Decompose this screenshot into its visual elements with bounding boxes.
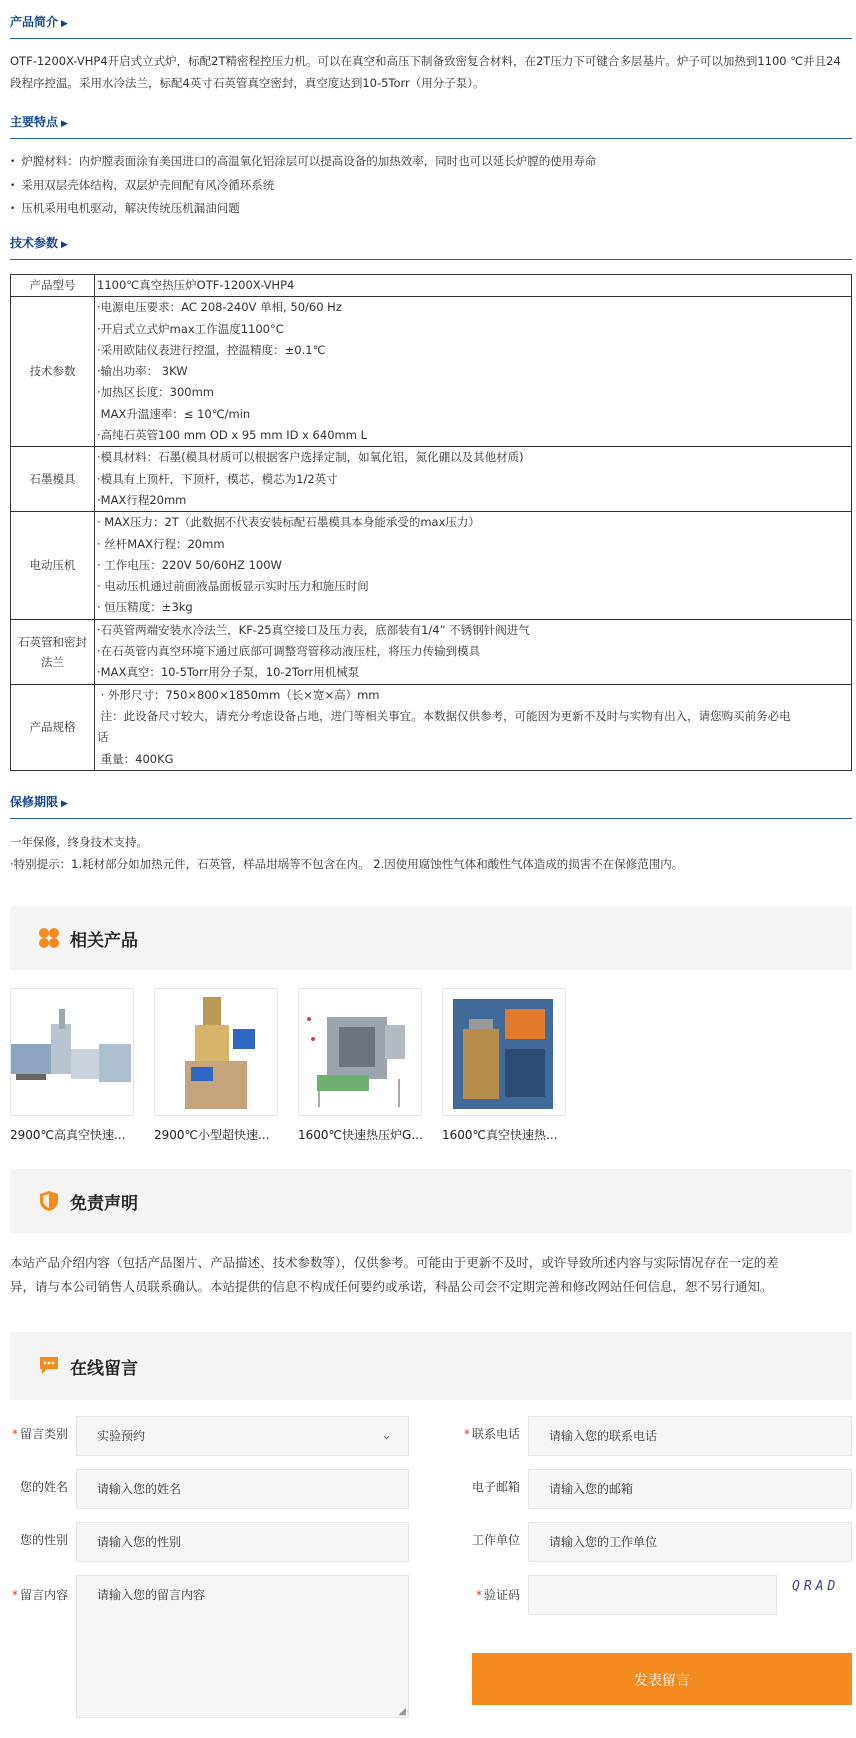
- label-category: * 留言类别: [11, 1427, 68, 1441]
- captcha-image[interactable]: QRAD: [792, 1579, 840, 1594]
- feature-list: [10, 151, 596, 222]
- section-title-disclaimer: 免责声明: [70, 1194, 138, 1214]
- table-row: [11, 512, 852, 619]
- spec-value: · 外形尺寸：750×800×1850mm（长×宽×高）mm 注：此设备尺寸较大，请充分考虑设备占地，进门等相关事宜。本数据仅供参考，可能因为更新不及时与实物有出入，请您购买前务必电 话 重量：400KG: [95, 684, 852, 770]
- section-title-message: 在线留言: [70, 1359, 138, 1379]
- label-company: 工作单位: [471, 1533, 520, 1547]
- section-title-intro: 产品简介 ▶: [10, 15, 68, 29]
- shield-icon: [38, 1190, 60, 1212]
- name-input[interactable]: 请输入您的姓名: [76, 1469, 409, 1509]
- captcha-input[interactable]: [528, 1575, 777, 1615]
- label-content: * 留言内容: [11, 1588, 68, 1602]
- related-product-card[interactable]: [442, 988, 566, 1143]
- flower-grid-icon: [38, 927, 60, 949]
- label-gender: 您的性别: [19, 1533, 68, 1547]
- disclaimer-text-1: 本站产品介绍内容（包括产品图片、产品描述、技术参数等），仅供参考。可能由于更新不及时，或许导致所述内容与实际情况存在一定的差: [10, 1255, 779, 1270]
- section-title-warranty: 保修期限 ▶: [10, 795, 68, 809]
- section-divider: [10, 38, 852, 39]
- chevron-down-icon: ⌄: [381, 1428, 392, 1443]
- warranty-note: ·特别提示：1.耗材部分如加热元件，石英管，样品坩埚等不包含在内。 2.因使用腐蚀性气体和酸性气体造成的损害不在保修范围内。: [10, 857, 684, 871]
- label-captcha: * 验证码: [475, 1588, 520, 1602]
- spec-key: 产品型号: [11, 275, 95, 297]
- disclaimer-header: [10, 1169, 852, 1233]
- label-name: 您的姓名: [19, 1480, 68, 1494]
- table-row: [11, 275, 852, 297]
- table-row: [11, 297, 852, 447]
- related-product-card[interactable]: [154, 988, 278, 1143]
- product-image[interactable]: [10, 988, 134, 1116]
- warranty-text: 一年保修，终身技术支持。: [10, 835, 148, 849]
- feature-item: • 采用双层壳体结构，双层炉壳间配有风冷循环系统: [10, 175, 596, 199]
- spec-key: 石英管和密封法兰: [11, 619, 95, 684]
- triangle-right-icon: ▶: [61, 19, 68, 29]
- triangle-right-icon: ▶: [61, 799, 68, 809]
- feature-item: • 炉膛材料：内炉膛表面涂有美国进口的高温氧化铝涂层可以提高设备的加热效率，同时也可以延长炉膛的使用寿命: [10, 151, 596, 175]
- spec-value: ·模具材料：石墨(模具材质可以根据客户选择定制，如氧化铝，氮化硼以及其他材质) ·模具有上顶杆，下顶杆，模芯，模芯为1/2英寸 ·MAX行程20mm: [95, 447, 852, 512]
- category-select[interactable]: 实验预约 ⌄: [76, 1416, 409, 1456]
- spec-key: 电动压机: [11, 512, 95, 619]
- spec-value: · MAX压力：2T（此数据不代表安装标配石墨模具本身能承受的max压力） · 丝杆MAX行程：20mm · 工作电压：220V 50/60HZ 100W · 电动压机通过前面液晶面板显示实时压力和施压时间 · 恒压精度：±3kg: [95, 512, 852, 619]
- gender-input[interactable]: 请输入您的性别: [76, 1522, 409, 1562]
- spec-key: 产品规格: [11, 684, 95, 770]
- section-divider: [10, 259, 852, 260]
- phone-input[interactable]: 请输入您的联系电话: [528, 1416, 852, 1456]
- feature-item: • 压机采用电机驱动，解决传统压机漏油问题: [10, 198, 596, 222]
- disclaimer-text-2: 异，请与本公司销售人员联系确认。本站提供的信息不构成任何要约或承诺，科晶公司会不定期完善和修改网站任何信息，恕不另行通知。: [10, 1279, 773, 1294]
- spec-table: [10, 274, 852, 771]
- spec-value: ·电源电压要求：AC 208-240V 单相, 50/60 Hz ·开启式立式炉max工作温度1100°C ·采用欧陆仪表进行控温，控温精度：±0.1℃ ·输出功率： 3KW ·加热区长度：300mm MAX升温速率：≤ 10℃/min ·高纯石英管100 mm OD x 95 mm ID x 640mm L: [95, 297, 852, 447]
- table-row: [11, 447, 852, 512]
- chat-bubble-icon: [38, 1354, 60, 1376]
- resize-handle-icon[interactable]: ◢: [398, 1706, 406, 1717]
- product-caption[interactable]: 1600℃快速热压炉G...: [298, 1128, 423, 1142]
- content-textarea[interactable]: 请输入您的留言内容 ◢: [76, 1575, 409, 1718]
- related-product-card[interactable]: [298, 988, 422, 1143]
- section-title-specs: 技术参数 ▶: [10, 236, 68, 250]
- related-products-header: [10, 906, 852, 970]
- product-caption[interactable]: 2900℃高真空快速...: [10, 1128, 126, 1142]
- intro-text: OTF-1200X-VHP4开启式立式炉，标配2T精密程控压力机。可以在真空和高压下制备致密复合材料，在2T压力下可键合多层基片。炉子可以加热到1100 ℃并且24段程序控温。采用水冷法兰，标配4英寸石英管真空密封，真空度达到10-5Torr（用分子泵）。: [10, 54, 841, 90]
- table-row: [11, 684, 852, 770]
- label-email: 电子邮箱: [471, 1480, 520, 1494]
- spec-key: 技术参数: [11, 297, 95, 447]
- product-image[interactable]: [154, 988, 278, 1116]
- spec-key: 石墨模具: [11, 447, 95, 512]
- section-title-features: 主要特点 ▶: [10, 115, 68, 129]
- product-caption[interactable]: 1600℃真空快速热...: [442, 1128, 558, 1142]
- email-input[interactable]: 请输入您的邮箱: [528, 1469, 852, 1509]
- table-row: [11, 619, 852, 684]
- company-input[interactable]: 请输入您的工作单位: [528, 1522, 852, 1562]
- spec-value: 1100℃真空热压炉OTF-1200X-VHP4: [95, 275, 852, 297]
- triangle-right-icon: ▶: [61, 119, 68, 129]
- product-image[interactable]: [442, 988, 566, 1116]
- spec-value: ·石英管两端安装水冷法兰，KF-25真空接口及压力表，底部装有1/4” 不锈钢针阀进气 ·在石英管内真空环境下通过底部可调整弯管移动液压柱，将压力传输到模具 ·MAX真空：10-5Torr用分子泵，10-2Torr用机械泵: [95, 619, 852, 684]
- related-product-card[interactable]: [10, 988, 134, 1143]
- triangle-right-icon: ▶: [61, 240, 68, 250]
- label-phone: * 联系电话: [463, 1427, 520, 1441]
- section-divider: [10, 138, 852, 139]
- product-image[interactable]: [298, 988, 422, 1116]
- submit-button[interactable]: 发表留言: [472, 1653, 852, 1705]
- section-divider: [10, 818, 852, 819]
- message-header: [10, 1332, 852, 1400]
- section-title-related: 相关产品: [70, 931, 138, 951]
- product-caption[interactable]: 2900℃小型超快速...: [154, 1128, 270, 1142]
